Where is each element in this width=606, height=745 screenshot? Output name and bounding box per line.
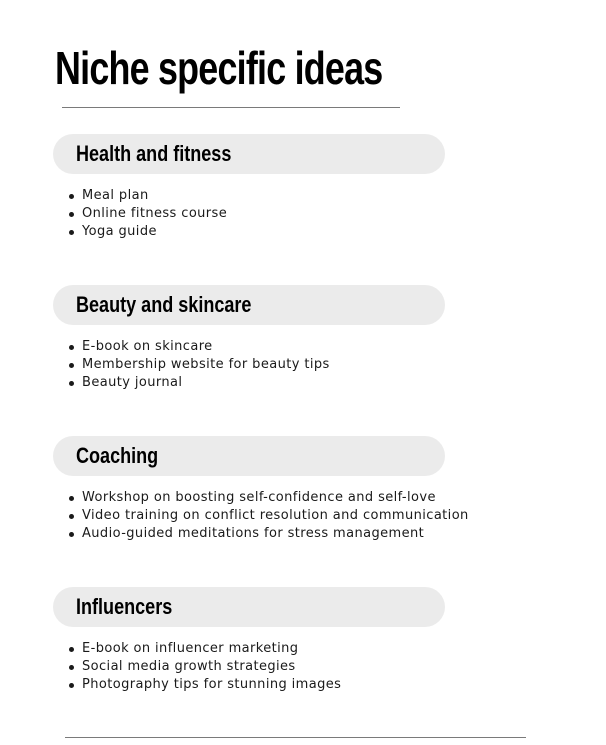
list-item (53, 223, 533, 241)
bullet-icon (69, 381, 74, 386)
list-item (53, 658, 533, 676)
idea-list (53, 187, 533, 241)
section-heading: Beauty and skincare (76, 292, 252, 317)
list-item-text: Social media growth strategies (82, 659, 296, 674)
section-heading: Health and fitness (76, 141, 232, 166)
bullet-icon (69, 514, 74, 519)
section-header-pill (53, 285, 445, 325)
section-header-pill (53, 436, 445, 476)
list-item-text: Membership website for beauty tips (82, 357, 330, 372)
section-heading: Influencers (76, 594, 173, 619)
list-item (53, 507, 533, 525)
section-beauty-and-skincare (53, 285, 533, 392)
section-coaching (53, 436, 533, 543)
list-item-text: Meal plan (82, 188, 149, 203)
list-item (53, 640, 533, 658)
section-health-and-fitness (53, 134, 533, 241)
list-item (53, 489, 533, 507)
page-title: Niche specific ideas (55, 42, 383, 94)
list-item (53, 187, 533, 205)
bullet-icon (69, 212, 74, 217)
bullet-icon (69, 683, 74, 688)
idea-list (53, 338, 533, 392)
bullet-icon (69, 345, 74, 350)
bullet-icon (69, 194, 74, 199)
bullet-icon (69, 363, 74, 368)
bullet-icon (69, 230, 74, 235)
bullet-icon (69, 665, 74, 670)
list-item-text: Beauty journal (82, 375, 183, 390)
list-item-text: Video training on conflict resolution and communication (82, 508, 469, 523)
list-item (53, 374, 533, 392)
list-item-text: E-book on skincare (82, 339, 213, 354)
section-header-pill (53, 587, 445, 627)
list-item-text: Online fitness course (82, 206, 228, 221)
list-item (53, 676, 533, 694)
idea-list (53, 640, 533, 694)
list-item (53, 205, 533, 223)
list-item-text: Yoga guide (82, 224, 157, 239)
list-item-text: Photography tips for stunning images (82, 677, 342, 692)
list-item-text: E-book on influencer marketing (82, 641, 299, 656)
section-influencers (53, 587, 533, 694)
bottom-divider (65, 737, 526, 738)
bullet-icon (69, 647, 74, 652)
list-item (53, 338, 533, 356)
section-header-pill (53, 134, 445, 174)
list-item (53, 525, 533, 543)
title-divider (62, 107, 400, 108)
section-heading: Coaching (76, 443, 159, 468)
bullet-icon (69, 532, 74, 537)
list-item-text: Audio-guided meditations for stress management (82, 526, 425, 541)
idea-list (53, 489, 533, 543)
list-item-text: Workshop on boosting self-confidence and self-love (82, 490, 436, 505)
bullet-icon (69, 496, 74, 501)
list-item (53, 356, 533, 374)
